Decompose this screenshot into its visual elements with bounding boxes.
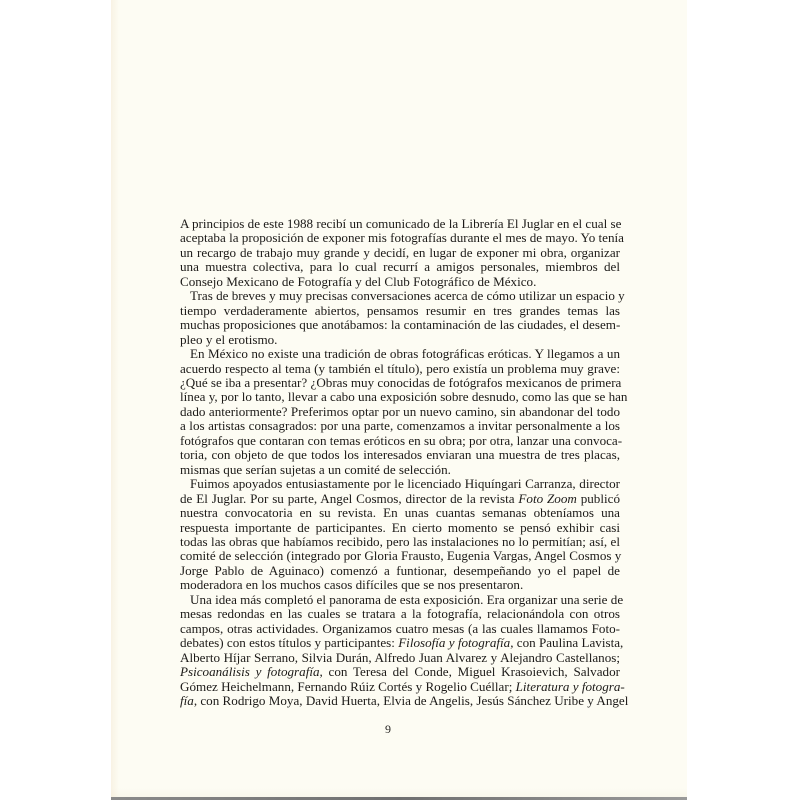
text-line: muchas proposiciones que anotábamos: la contaminación de las ciudades, el desem- [180, 317, 621, 333]
text-line: tiempo verdaderamente abiertos, pensamos resumir en tres grandes temas las [180, 302, 620, 318]
debate-title-literatura: Literatura y fotogra- [515, 678, 625, 694]
paragraph-4 [180, 477, 620, 593]
text-line: campos, otras actividades. Organizamos cuatro mesas (a las cuales llamamos Foto- [180, 620, 620, 636]
debate-title-filosofia: Filosofía y fotografía, [398, 635, 514, 651]
text-line: mismas que serían sujetas a un comité de selección. [180, 461, 451, 477]
text-segment: , con Rodrigo Moya, David Huerta, Elvia de Angelis, Jesús Sánchez Uribe y Angel [193, 692, 629, 708]
paragraph-3 [180, 346, 628, 477]
text-line [180, 635, 624, 651]
text-line: línea y, por lo tanto, llevar a cabo una exposición sobre desnudo, como las que se han [180, 389, 628, 405]
text-line: moderadora en los muchos casos difíciles que se nos presentaron. [180, 577, 524, 593]
debate-title-literatura-cont: fía [180, 692, 194, 708]
text-line: nuestra convocatoria en su revista. En unas cuantas semanas obteníamos una [180, 505, 620, 521]
text-line: ¿Qué se iba a presentar? ¿Obras muy conocidas de fotógrafos mexicanos de primera [180, 374, 622, 390]
text-line: pleo y el erotismo. [180, 331, 278, 347]
text-line: toria, con objeto de que todos los interesados enviaran una muestra de tres placas, [180, 447, 620, 463]
paragraph-1 [180, 216, 624, 289]
text-segment: Gómez Heichelmann, Fernando Rúiz Cortés y Rogelio Cuéllar; [180, 678, 516, 694]
text-line: respuesta importante de participantes. En cierto momento se pensó exhibir casi [180, 519, 620, 535]
text-line [180, 492, 620, 506]
text-line: Una idea más completó el panorama de esta exposición. Era organizar una serie de [190, 591, 624, 607]
paragraph-5 [180, 591, 629, 709]
paragraph-2 [180, 288, 625, 347]
text-line: Tras de breves y muy precisas conversaciones acerca de cómo utilizar un espacio y [190, 288, 625, 304]
body-text [180, 216, 629, 708]
text-segment: con Paulina Lavista, [513, 635, 624, 651]
text-segment: con Teresa del Conde, Miguel Krasoievich, Salvador [322, 664, 620, 680]
page-number: 9 [385, 722, 391, 736]
text-segment: de El Juglar. Por su parte, Angel Cosmos, director de la revista [180, 490, 519, 506]
text-line: dado anteriormente? Preferimos optar por un nuevo camino, sin abandonar del todo [180, 403, 620, 419]
text-line: Jorge Pablo de Aguinaco) comenzó a funtionar, desempeñando yo el papel de [180, 562, 620, 578]
text-line: acuerdo respecto al tema (y también el título), pero existía un problema muy grave: [180, 360, 620, 376]
text-line: En México no existe una tradición de obras fotográficas eróticas. Y llegamos a un [190, 346, 620, 362]
text-line: mesas redondas en las cuales se tratara a la fotografía, relacionándola con otros [180, 606, 620, 622]
text-line [180, 678, 625, 694]
text-line: fotógrafos que contaran con temas eróticos en su obra; por otra, lanzar una convoca- [180, 432, 623, 448]
text-segment: publicó [576, 490, 620, 506]
text-line: Alberto Híjar Serrano, Silvia Durán, Alfredo Juan Alvarez y Alejandro Castellanos; [180, 649, 620, 665]
text-line: aceptaba la proposición de exponer mis fotografías durante el mes de mayo. Yo tenía [180, 230, 624, 246]
text-line: un recargo de trabajo muy grande y decidí, en lugar de exponer mi obra, organizar [180, 244, 620, 260]
magazine-title: Foto Zoom [518, 490, 577, 506]
text-line: Fuimos apoyados entusiastamente por le licenciado Hiquíngari Carranza, director [190, 476, 620, 492]
text-line: a los artistas consagrados: por una parte, comenzamos a invitar personalmente a los [180, 418, 620, 434]
text-line: comité de selección (integrado por Gloria Frausto, Eugenia Vargas, Angel Cosmos y [180, 548, 622, 564]
text-line: una muestra colectiva, para lo cual recurrí a amigos personales, miembros del [180, 259, 620, 275]
text-line: A principios de este 1988 recibí un comunicado de la Librería El Juglar en el cual se [180, 216, 622, 231]
text-line: Consejo Mexicano de Fotografía y del Club Fotográfico de México. [180, 273, 537, 289]
text-line: todas las obras que habíamos recibido, pero las instalaciones no lo permitían; así, el [180, 533, 620, 549]
text-line [180, 692, 629, 708]
debate-title-psicoanalisis: Psicoanálisis y fotografía, [180, 664, 323, 680]
text-segment: debates) con estos títulos y participantes: [180, 635, 399, 651]
text-line [180, 665, 620, 679]
